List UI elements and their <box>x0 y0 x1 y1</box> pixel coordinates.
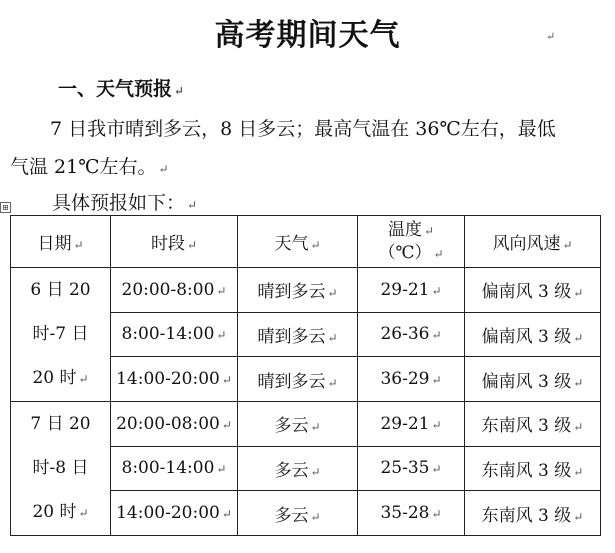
paragraph-mark-icon: ↵ <box>187 198 198 212</box>
period-cell: 14:00-20:00 ↵ <box>111 357 238 402</box>
table-header-row <box>11 216 601 268</box>
table-row <box>11 268 601 313</box>
section-heading-text: 一、天气预报 <box>58 78 173 100</box>
date-cell: 6 日 20 时-7 日 20 时 ↵ <box>11 268 111 402</box>
paragraph-mark-icon: ↵ <box>562 238 573 252</box>
wind-cell: 偏南风 3 级 ↵ <box>465 312 601 357</box>
forecast-paragraph-line-2 <box>10 156 169 180</box>
wind-cell: 东南风 3 级 ↵ <box>465 491 601 536</box>
section-heading <box>58 74 184 101</box>
temp-cell: 29-21 ↵ <box>358 268 465 313</box>
table-row <box>11 402 601 447</box>
paragraph-mark-icon: ↵ <box>310 238 321 252</box>
forecast-paragraph-line-1 <box>50 118 556 140</box>
paragraph-mark-icon: ↵ <box>174 84 185 98</box>
title-text: 高考期间天气 <box>214 18 401 53</box>
paragraph-mark-icon: ↵ <box>546 30 556 43</box>
period-cell: 8:00-14:00 ↵ <box>111 446 238 491</box>
weather-cell: 多云 ↵ <box>238 446 358 491</box>
period-cell: 14:00-20:00 ↵ <box>111 491 238 536</box>
paragraph-mark-icon: ↵ <box>78 372 89 386</box>
weather-cell: 多云 ↵ <box>238 402 358 447</box>
period-cell: 20:00-8:00 ↵ <box>111 268 238 313</box>
wind-cell: 偏南风 3 级 ↵ <box>465 268 601 313</box>
temp-cell: 35-28 ↵ <box>358 491 465 536</box>
paragraph-text: 7 日我市晴到多云，8 日多云；最高气温在 36℃左右，最低 <box>50 118 556 140</box>
paragraph-mark-icon: ↵ <box>423 223 435 238</box>
paragraph-text: 气温 21℃左右。 <box>10 156 157 178</box>
weather-cell: 晴到多云 ↵ <box>238 357 358 402</box>
header-temperature: 温度 ↵ （℃） ↵ <box>358 216 465 268</box>
table-move-handle-icon[interactable]: ⊞ <box>0 202 11 213</box>
forecast-table <box>10 215 601 536</box>
weather-cell: 晴到多云 ↵ <box>238 312 358 357</box>
intro-line <box>52 192 197 216</box>
temp-cell: 26-36 ↵ <box>358 312 465 357</box>
wind-cell: 东南风 3 级 ↵ <box>465 446 601 491</box>
header-weather: 天气 ↵ <box>238 216 358 268</box>
paragraph-mark-icon: ↵ <box>433 246 444 261</box>
paragraph-mark-icon: ↵ <box>73 238 84 252</box>
paragraph-mark-icon: ↵ <box>78 506 89 520</box>
weather-cell: 晴到多云 ↵ <box>238 268 358 313</box>
temp-cell: 29-21 ↵ <box>358 402 465 447</box>
document-title <box>0 10 615 54</box>
wind-cell: 东南风 3 级 ↵ <box>465 402 601 447</box>
weather-cell: 多云 ↵ <box>238 491 358 536</box>
header-period: 时段 ↵ <box>111 216 238 268</box>
date-cell: 7 日 20 时-8 日 20 时 ↵ <box>11 402 111 536</box>
header-wind: 风向风速 ↵ <box>465 216 601 268</box>
header-date: 日期 ↵ <box>11 216 111 268</box>
period-cell: 20:00-08:00 ↵ <box>111 402 238 447</box>
paragraph-mark-icon: ↵ <box>158 162 169 176</box>
intro-text: 具体预报如下： <box>52 192 186 214</box>
temp-cell: 25-35 ↵ <box>358 446 465 491</box>
paragraph-mark-icon: ↵ <box>186 238 198 252</box>
period-cell: 8:00-14:00 ↵ <box>111 312 238 357</box>
wind-cell: 偏南风 3 级 ↵ <box>465 357 601 402</box>
temp-cell: 36-29 ↵ <box>358 357 465 402</box>
